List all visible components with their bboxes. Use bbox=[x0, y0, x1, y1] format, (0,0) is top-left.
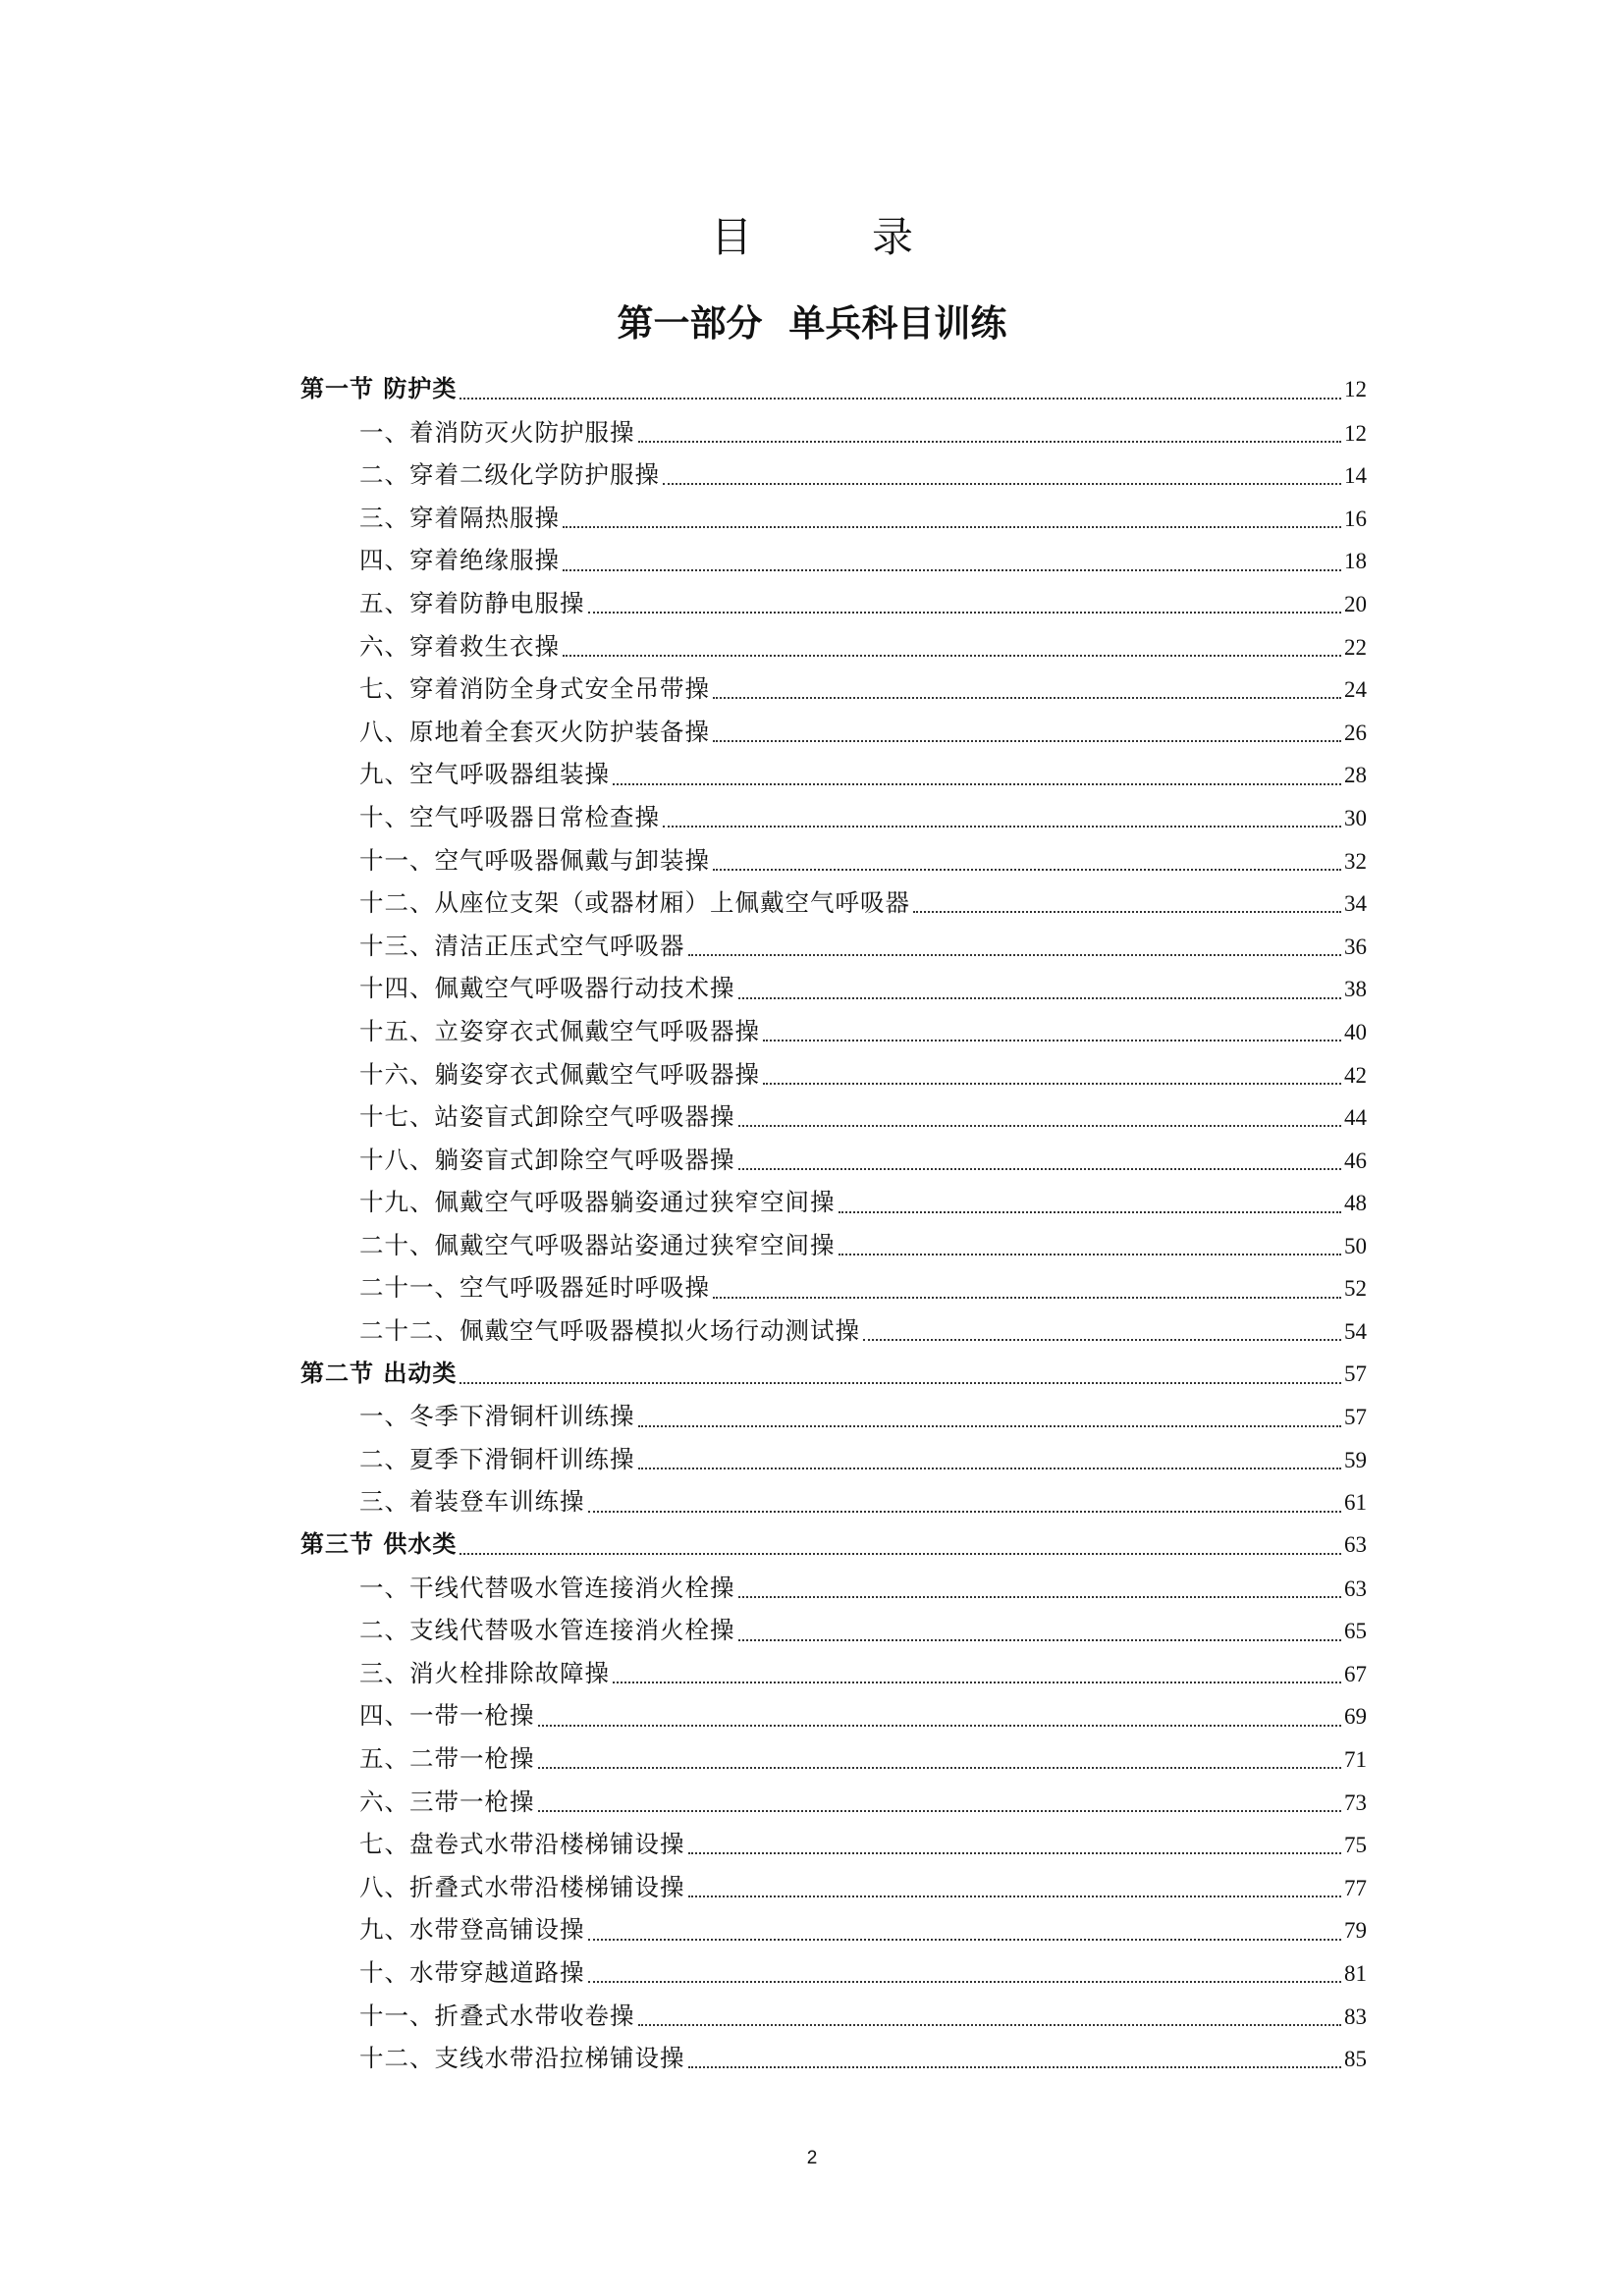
toc-entry-title: 六、穿着救生衣操 bbox=[359, 631, 560, 661]
toc-entry-title: 十五、立姿穿衣式佩戴空气呼吸器操 bbox=[359, 1016, 760, 1045]
toc-entry-page: 24 bbox=[1344, 677, 1367, 703]
toc-entry-title: 第二节 出动类 bbox=[300, 1359, 458, 1387]
toc-entry-title: 七、穿着消防全身式安全吊带操 bbox=[359, 674, 710, 704]
toc-entry-title: 十一、折叠式水带收卷操 bbox=[359, 2001, 635, 2030]
toc-item-entry[interactable] bbox=[300, 539, 1367, 582]
toc-entry-page: 77 bbox=[1344, 1875, 1367, 1900]
dot-leader bbox=[688, 2065, 1342, 2068]
dot-leader bbox=[663, 482, 1341, 485]
toc-entry-page: 22 bbox=[1344, 634, 1367, 660]
toc-entry-title: 三、着装登车训练操 bbox=[359, 1487, 585, 1517]
toc-entry-title: 八、折叠式水带沿楼梯铺设操 bbox=[359, 1872, 685, 1901]
dot-leader bbox=[563, 525, 1341, 528]
toc-item-entry[interactable] bbox=[300, 1480, 1367, 1523]
toc-section-entry[interactable] bbox=[300, 1353, 1367, 1396]
toc-entry-page: 79 bbox=[1344, 1918, 1367, 1944]
toc-entry-page: 63 bbox=[1344, 1575, 1367, 1601]
toc-entry-title: 十八、躺姿盲式卸除空气呼吸器操 bbox=[359, 1145, 735, 1174]
toc-item-entry[interactable] bbox=[300, 881, 1367, 925]
toc-item-entry[interactable] bbox=[300, 839, 1367, 882]
toc-entry-page: 36 bbox=[1344, 934, 1367, 959]
toc-entry-title: 三、消火栓排除故障操 bbox=[359, 1658, 610, 1687]
toc-entry-page: 83 bbox=[1344, 2003, 1367, 2029]
dot-leader bbox=[588, 1938, 1342, 1941]
toc-entry-page: 85 bbox=[1344, 2047, 1367, 2072]
toc-item-entry[interactable] bbox=[300, 1823, 1367, 1866]
table-of-contents bbox=[300, 368, 1367, 2080]
toc-entry-page: 28 bbox=[1344, 763, 1367, 788]
toc-item-entry[interactable] bbox=[300, 1908, 1367, 1951]
toc-item-entry[interactable] bbox=[300, 1224, 1367, 1267]
dot-leader bbox=[713, 1296, 1341, 1299]
dot-leader bbox=[538, 1724, 1342, 1727]
toc-item-entry[interactable] bbox=[300, 1951, 1367, 1995]
toc-entry-page: 30 bbox=[1344, 805, 1367, 830]
toc-item-entry[interactable] bbox=[300, 796, 1367, 839]
dot-leader bbox=[839, 1253, 1342, 1255]
toc-entry-title: 二十、佩戴空气呼吸器站姿通过狭窄空间操 bbox=[359, 1230, 836, 1259]
toc-entry-title: 八、原地着全套灭火防护装备操 bbox=[359, 717, 710, 746]
toc-entry-title: 四、一带一枪操 bbox=[359, 1701, 535, 1731]
toc-item-entry[interactable] bbox=[300, 1567, 1367, 1610]
toc-entry-title: 十七、站姿盲式卸除空气呼吸器操 bbox=[359, 1102, 735, 1132]
toc-item-entry[interactable] bbox=[300, 711, 1367, 754]
toc-item-entry[interactable] bbox=[300, 1010, 1367, 1053]
dot-leader bbox=[738, 1167, 1342, 1170]
toc-entry-title: 十六、躺姿穿衣式佩戴空气呼吸器操 bbox=[359, 1059, 760, 1089]
toc-item-entry[interactable] bbox=[300, 753, 1367, 796]
toc-entry-title: 五、二带一枪操 bbox=[359, 1744, 535, 1773]
dot-leader bbox=[588, 611, 1342, 614]
toc-entry-page: 57 bbox=[1344, 1405, 1367, 1430]
dot-leader bbox=[460, 397, 1341, 400]
dot-leader bbox=[688, 953, 1342, 956]
toc-entry-page: 42 bbox=[1344, 1062, 1367, 1088]
dot-leader bbox=[638, 2023, 1342, 2026]
toc-entry-title: 六、三带一枪操 bbox=[359, 1787, 535, 1816]
toc-entry-page: 57 bbox=[1344, 1361, 1367, 1386]
dot-leader bbox=[913, 910, 1341, 913]
toc-item-entry[interactable] bbox=[300, 667, 1367, 711]
toc-entry-page: 50 bbox=[1344, 1233, 1367, 1258]
toc-entry-page: 46 bbox=[1344, 1148, 1367, 1173]
dot-leader bbox=[738, 1638, 1342, 1641]
toc-item-entry[interactable] bbox=[300, 1053, 1367, 1096]
toc-item-entry[interactable] bbox=[300, 967, 1367, 1010]
toc-item-entry[interactable] bbox=[300, 1095, 1367, 1139]
toc-entry-title: 三、穿着隔热服操 bbox=[359, 503, 560, 532]
toc-entry-title: 二、支线代替吸水管连接消火栓操 bbox=[359, 1616, 735, 1645]
toc-entry-page: 12 bbox=[1344, 377, 1367, 401]
dot-leader bbox=[460, 1381, 1341, 1384]
part-title: 第一部分 单兵科目训练 bbox=[617, 302, 1007, 345]
toc-entry-page: 26 bbox=[1344, 720, 1367, 745]
toc-item-entry[interactable] bbox=[300, 1866, 1367, 1909]
toc-section-entry[interactable] bbox=[300, 368, 1367, 411]
toc-entry-title: 一、冬季下滑铜杆训练操 bbox=[359, 1402, 635, 1431]
dot-leader bbox=[688, 1895, 1342, 1897]
toc-entry-title: 十二、从座位支架（或器材厢）上佩戴空气呼吸器 bbox=[359, 888, 910, 918]
toc-entry-page: 54 bbox=[1344, 1319, 1367, 1345]
toc-entry-title: 十三、清洁正压式空气呼吸器 bbox=[359, 931, 685, 960]
toc-item-entry[interactable] bbox=[300, 411, 1367, 454]
dot-leader bbox=[738, 1595, 1342, 1598]
toc-entry-page: 32 bbox=[1344, 848, 1367, 874]
toc-item-entry[interactable] bbox=[300, 1609, 1367, 1652]
dot-leader bbox=[688, 1851, 1342, 1854]
dot-leader bbox=[713, 739, 1341, 742]
dot-leader bbox=[588, 1980, 1342, 1983]
toc-item-entry[interactable] bbox=[300, 1139, 1367, 1182]
toc-entry-title: 七、盘卷式水带沿楼梯铺设操 bbox=[359, 1830, 685, 1859]
toc-item-entry[interactable] bbox=[300, 1694, 1367, 1737]
toc-item-entry[interactable] bbox=[300, 1438, 1367, 1481]
toc-entry-page: 38 bbox=[1344, 977, 1367, 1002]
dot-leader bbox=[663, 825, 1341, 828]
toc-entry-page: 18 bbox=[1344, 549, 1367, 574]
toc-entry-title: 十四、佩戴空气呼吸器行动技术操 bbox=[359, 974, 735, 1003]
dot-leader bbox=[460, 1552, 1341, 1555]
dot-leader bbox=[638, 1424, 1342, 1427]
toc-item-entry[interactable] bbox=[300, 925, 1367, 968]
toc-entry-page: 12 bbox=[1344, 420, 1367, 446]
toc-entry-page: 59 bbox=[1344, 1447, 1367, 1472]
dot-leader bbox=[839, 1210, 1342, 1213]
toc-entry-page: 16 bbox=[1344, 506, 1367, 531]
toc-item-entry[interactable] bbox=[300, 2037, 1367, 2080]
toc-item-entry[interactable] bbox=[300, 454, 1367, 497]
dot-leader bbox=[563, 568, 1341, 571]
toc-entry-title: 第一节 防护类 bbox=[300, 375, 458, 402]
toc-entry-title: 二、夏季下滑铜杆训练操 bbox=[359, 1444, 635, 1473]
dot-leader bbox=[638, 1467, 1342, 1469]
toc-entry-page: 20 bbox=[1344, 591, 1367, 616]
toc-entry-title: 四、穿着绝缘服操 bbox=[359, 546, 560, 575]
toc-item-entry[interactable] bbox=[300, 1181, 1367, 1224]
toc-item-entry[interactable] bbox=[300, 625, 1367, 668]
toc-entry-title: 十、空气呼吸器日常检查操 bbox=[359, 802, 660, 831]
toc-entry-page: 14 bbox=[1344, 463, 1367, 489]
toc-entry-page: 34 bbox=[1344, 891, 1367, 917]
toc-entry-title: 二十二、佩戴空气呼吸器模拟火场行动测试操 bbox=[359, 1316, 860, 1346]
toc-entry-title: 第三节 供水类 bbox=[300, 1530, 458, 1559]
toc-entry-title: 二、穿着二级化学防护服操 bbox=[359, 460, 660, 490]
toc-entry-page: 40 bbox=[1344, 1019, 1367, 1044]
toc-entry-title: 一、干线代替吸水管连接消火栓操 bbox=[359, 1573, 735, 1602]
dot-leader bbox=[863, 1338, 1341, 1341]
dot-leader bbox=[713, 868, 1341, 871]
dot-leader bbox=[563, 654, 1341, 657]
dot-leader bbox=[638, 440, 1342, 443]
toc-heading: 目 录 bbox=[710, 213, 952, 261]
page-number: 2 bbox=[806, 2148, 818, 2168]
toc-entry-page: 65 bbox=[1344, 1619, 1367, 1644]
toc-item-entry[interactable] bbox=[300, 582, 1367, 625]
toc-entry-title: 九、水带登高铺设操 bbox=[359, 1915, 585, 1945]
toc-entry-page: 63 bbox=[1344, 1532, 1367, 1558]
toc-entry-page: 61 bbox=[1344, 1490, 1367, 1516]
toc-entry-title: 十九、佩戴空气呼吸器躺姿通过狭窄空间操 bbox=[359, 1188, 836, 1217]
toc-entry-page: 71 bbox=[1344, 1747, 1367, 1772]
toc-item-entry[interactable] bbox=[300, 1266, 1367, 1309]
toc-entry-page: 73 bbox=[1344, 1789, 1367, 1815]
toc-item-entry[interactable] bbox=[300, 1781, 1367, 1824]
toc-item-entry[interactable] bbox=[300, 1309, 1367, 1353]
toc-entry-page: 48 bbox=[1344, 1191, 1367, 1216]
dot-leader bbox=[738, 1124, 1342, 1127]
toc-item-entry[interactable] bbox=[300, 1995, 1367, 2038]
dot-leader bbox=[763, 1082, 1341, 1085]
dot-leader bbox=[613, 1681, 1341, 1683]
dot-leader bbox=[763, 1039, 1341, 1041]
dot-leader bbox=[588, 1510, 1342, 1513]
toc-entry-page: 44 bbox=[1344, 1105, 1367, 1131]
toc-entry-title: 一、着消防灭火防护服操 bbox=[359, 417, 635, 447]
toc-entry-page: 81 bbox=[1344, 1960, 1367, 1986]
toc-entry-title: 九、空气呼吸器组装操 bbox=[359, 760, 610, 789]
toc-entry-title: 十一、空气呼吸器佩戴与卸装操 bbox=[359, 845, 710, 875]
toc-entry-page: 69 bbox=[1344, 1704, 1367, 1730]
toc-section-entry[interactable] bbox=[300, 1523, 1367, 1567]
toc-entry-title: 五、穿着防静电服操 bbox=[359, 588, 585, 617]
toc-entry-page: 52 bbox=[1344, 1276, 1367, 1302]
toc-item-entry[interactable] bbox=[300, 1737, 1367, 1781]
toc-entry-title: 二十一、空气呼吸器延时呼吸操 bbox=[359, 1273, 710, 1303]
dot-leader bbox=[738, 996, 1342, 999]
toc-entry-page: 75 bbox=[1344, 1833, 1367, 1858]
toc-entry-title: 十二、支线水带沿拉梯铺设操 bbox=[359, 2044, 685, 2073]
dot-leader bbox=[713, 696, 1341, 699]
toc-item-entry[interactable] bbox=[300, 1395, 1367, 1438]
dot-leader bbox=[538, 1809, 1342, 1812]
dot-leader bbox=[538, 1766, 1342, 1769]
toc-item-entry[interactable] bbox=[300, 1652, 1367, 1695]
toc-entry-page: 67 bbox=[1344, 1661, 1367, 1686]
toc-entry-title: 十、水带穿越道路操 bbox=[359, 1957, 585, 1987]
dot-leader bbox=[613, 782, 1341, 785]
toc-item-entry[interactable] bbox=[300, 497, 1367, 540]
